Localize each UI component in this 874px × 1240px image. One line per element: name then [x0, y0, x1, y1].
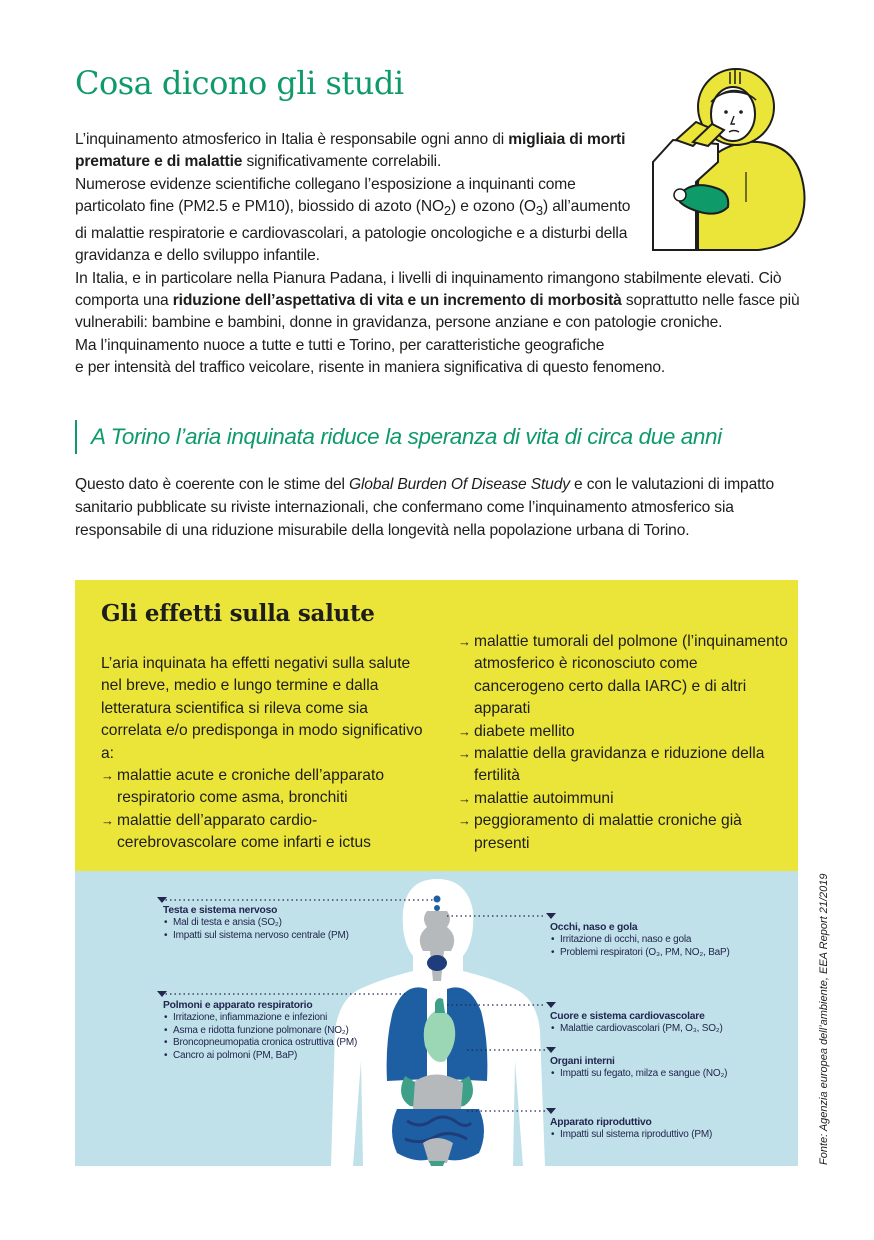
intro-paragraph-1: L’inquinamento atmosferico in Italia è responsabile ogni anno di migliaia di morti premature e di malattie significativamente correlabili. [75, 131, 626, 171]
health-effects-title: Gli effetti sulla salute [101, 600, 375, 627]
intro-paragraph-4: Ma l’inquinamento nuoce a tutte e tutti e Torino, per caratteristiche geografiche e per intensità del traffico veicolare, risente in maniera significativa di questo fenomeno. [75, 336, 666, 377]
intro-paragraph-3: In Italia, e in particolare nella Pianura Padana, i livelli di inquinamento rimangono stabilmente elevati. Ciò comporta una riduzione dell’aspettativa di vita e un incremento di morbosità soprattutto nelle fasce più vulnerabili: bambine e bambini, donne in gravidanza, persone anziane e con patologie croniche. [75, 269, 800, 332]
page-title: Cosa dicono gli studi [75, 64, 404, 102]
health-effects-box [75, 580, 798, 871]
organ-label-reproductive: Apparato riproduttivo • Impatti sul sistema riproduttivo (PM) [550, 1117, 730, 1142]
effect-item: → diabete mellito [458, 721, 788, 743]
effect-item: → malattie acute e croniche dell’apparato respiratorio come asma, bronchiti [101, 767, 384, 807]
arrow-right-icon: → [458, 813, 471, 829]
arrow-right-icon: → [458, 634, 471, 649]
studies-paragraph: Questo dato è coerente con le stime del Global Burden Of Disease Study e con le valutazioni di impatto sanitario pubblicate su riviste internazionali, che confermano come l’inquinamento atmosferico sia responsabile di una riduzione misurabile della longevità nella popolazione urbana di Torino. [75, 476, 774, 539]
health-effects-column-1 [101, 653, 431, 855]
organ-label-internal-organs: Organi interni • Impatti su fegato, milza e sangue (NO₂) [550, 1056, 730, 1081]
organ-label-eyes: Occhi, naso e gola • Irritazione di occhi, naso e gola • Problemi respiratori (O₃, PM, NO₂, BaP) [550, 922, 735, 959]
arrow-right-icon: → [101, 812, 114, 828]
effect-item: → malattie dell’apparato cardio-cerebrovascolare come infarti e ictus [101, 811, 371, 852]
arrow-right-icon: → [458, 790, 471, 806]
effect-item: → malattie autoimmuni [458, 788, 788, 810]
effect-item: → malattie della gravidanza e riduzione della fertilità [458, 745, 765, 785]
source-note: Fonte: Agenzia europea dell’ambiente, EEA Report 21/2019 [818, 873, 830, 1165]
organ-label-lungs: Polmoni e apparato respiratorio • Irritazione, infiammazione e infezioni • Asma e ridotta funzione polmonare (NO₂) • Broncopneumopatia cronica ostruttiva (PM) • Cancro ai polmoni (PM, BaP) [163, 1000, 368, 1062]
effect-item: → malattie tumorali del polmone (l’inquinamento atmosferico è riconosciuto come cancerogeno certo dalla IARC) e di altri apparati [458, 633, 788, 718]
organ-label-heart: Cuore e sistema cardiovascolare • Malattie cardiovascolari (PM, O₃, SO₂) [550, 1011, 760, 1036]
arrow-right-icon: → [458, 746, 471, 762]
effect-item: → peggioramento di malattie croniche già presenti [458, 812, 742, 852]
intro-text [75, 129, 815, 380]
arrow-right-icon: → [101, 768, 114, 784]
section-subtitle: A Torino l’aria inquinata riduce la speranza di vita di circa due anni [75, 420, 722, 454]
body-organs-diagram [75, 871, 798, 1166]
arrow-right-icon: → [458, 723, 471, 739]
intro-paragraph-2: Numerose evidenze scientifiche collegano l’esposizione a inquinanti come particolato fine (PM2.5 e PM10), biossido di azoto $(NO_2)$ e ozono $(O_3)$ all’aumento di malattie respiratorie e cardiovascolari, a patologie oncologiche e a disturbi della gravidanza e dello sviluppo infantile. [75, 175, 631, 265]
health-effects-intro: L’aria inquinata ha effetti negativi sulla salute nel breve, medio e lungo termine e dalla letteratura scientifica si rileva come sia correlata e/o predisponga in modo significativo a: [101, 655, 423, 762]
organ-label-head: Testa e sistema nervoso • Mal di testa e ansia (SO₂) • Impatti sul sistema nervoso centrale (PM) [163, 905, 363, 942]
health-effects-column-2 [458, 631, 788, 855]
